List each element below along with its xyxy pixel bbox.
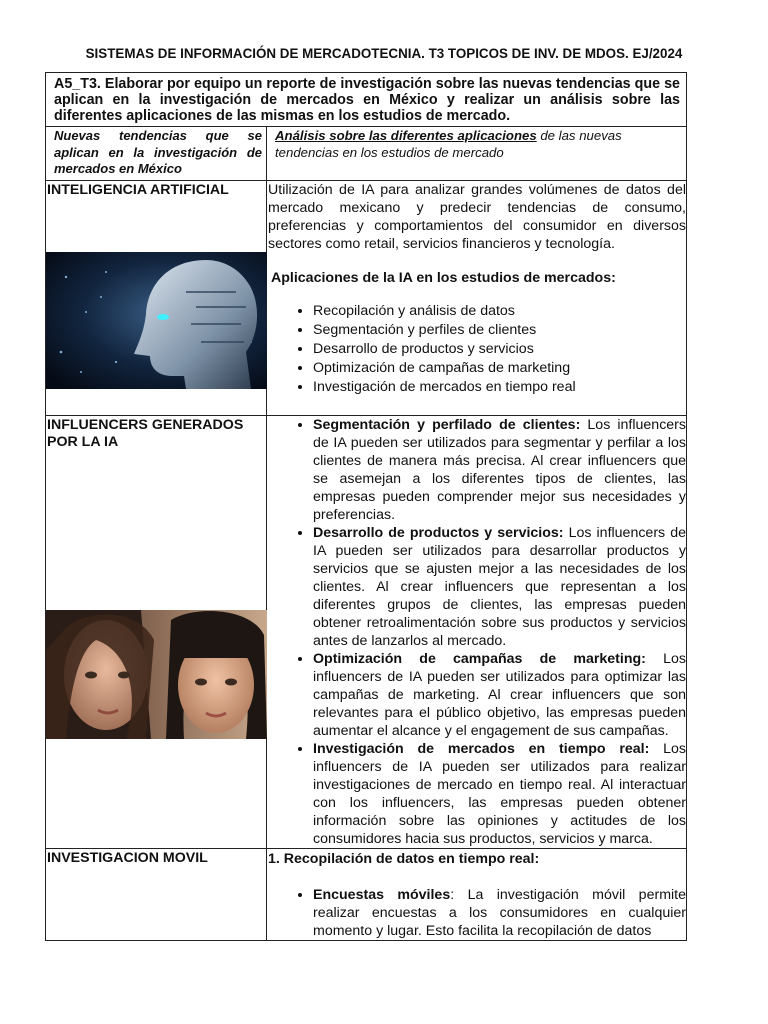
list-item: • Encuestas móviles: La investigación móvil permite realizar encuestas a los consumidores en cualquier momento y lugar. Esto facilita la recopilación de datos <box>313 886 686 940</box>
list-item: • Recopilación y análisis de datos <box>313 302 686 321</box>
column-header-left: Nuevas tendencias que se aplican en la investigación de mercados en México <box>46 127 267 181</box>
trend-row-mobile <box>46 848 687 940</box>
list-item: • Desarrollo de productos y servicios: Los influencers de IA pueden ser utilizados para desarrollar productos y servicios que se ajusten mejor a las necesidades de los clientes. Al crear influencers que representan a los diferentes grupos de clientes, las empresas pueden obtener retroalimentación sobre sus productos y servicios antes de lanzarlos al mercado. <box>313 524 686 650</box>
ai-description: Utilización de IA para analizar grandes volúmenes de datos del mercado mexicano y predecir tendencias de consumo, preferencias y comportamientos del consumidor en diversos sectores como retail, servicios financieros y tecnología. <box>268 181 686 252</box>
list-item: • Optimización de campañas de marketing: Los influencers de IA pueden ser utilizados para optimizar las campañas de marketing. Al crear influencers que son relevantes para el público objetivo, las empresas pueden aumentar el alcance y el engagement de sus campañas. <box>313 650 686 740</box>
trend-cell-influencers <box>46 415 267 848</box>
influencers-list <box>267 416 686 848</box>
ai-influencers-image <box>46 610 267 739</box>
analysis-cell-influencers <box>267 415 687 848</box>
column-header-right-underlined: Análisis sobre las diferentes aplicaciones <box>275 128 537 143</box>
analysis-cell-ai <box>267 180 687 415</box>
trend-row-influencers <box>46 415 687 848</box>
ai-applications-list <box>267 302 686 397</box>
list-item: • Optimización de campañas de marketing <box>313 359 686 378</box>
column-headers-row <box>46 127 687 181</box>
ai-applications-title: Aplicaciones de la IA en los estudios de mercados: <box>271 269 616 286</box>
assignment-row <box>46 73 687 127</box>
mobile-section-title: 1. Recopilación de datos en tiempo real: <box>268 850 540 867</box>
analysis-cell-mobile <box>267 848 687 940</box>
ai-robot-image <box>46 252 267 389</box>
list-item: • Desarrollo de productos y servicios <box>313 340 686 359</box>
trend-cell-ai <box>46 180 267 415</box>
list-item: • Segmentación y perfiles de clientes <box>313 321 686 340</box>
report-table <box>45 72 687 941</box>
column-header-right <box>267 127 687 181</box>
list-item: • Segmentación y perfilado de clientes: Los influencers de IA pueden ser utilizados para segmentar y perfilar a los clientes de manera más precisa. Al crear influencers que se asemejan a los diferentes tipos de clientes, las empresas pueden comprender mejor sus necesidades y preferencias. <box>313 416 686 524</box>
column-header-right-rest: de las nuevas tendencias en los estudios de mercado <box>275 128 622 160</box>
trend-label-influencers: INFLUENCERS GENERADOS POR LA IA <box>47 416 244 450</box>
mobile-list <box>267 886 686 940</box>
trend-label-ai: INTELIGENCIA ARTIFICIAL <box>47 181 229 198</box>
trend-label-mobile: INVESTIGACION MOVIL <box>47 849 208 866</box>
list-item: • Investigación de mercados en tiempo real <box>313 378 686 397</box>
trend-row-ai <box>46 180 687 415</box>
page-title: SISTEMAS DE INFORMACIÓN DE MERCADOTECNIA. T3 TOPICOS DE INV. DE MDOS. EJ/2024 <box>85 46 683 61</box>
trend-cell-mobile <box>46 848 267 940</box>
list-item: • Investigación de mercados en tiempo real: Los influencers de IA pueden ser utilizados para realizar investigaciones de mercado en tiempo real. Al interactuar con los influencers, las empresas pueden obtener información sobre las opiniones y actitudes de los consumidores hacia sus productos, servicios y marca. <box>313 740 686 848</box>
assignment-text: A5_T3. Elaborar por equipo un reporte de investigación sobre las nuevas tendencias que se aplican en la investigación de mercados en México y realizar un análisis sobre las diferentes aplicaciones de las mismas en los estudios de mercado. <box>46 73 687 127</box>
